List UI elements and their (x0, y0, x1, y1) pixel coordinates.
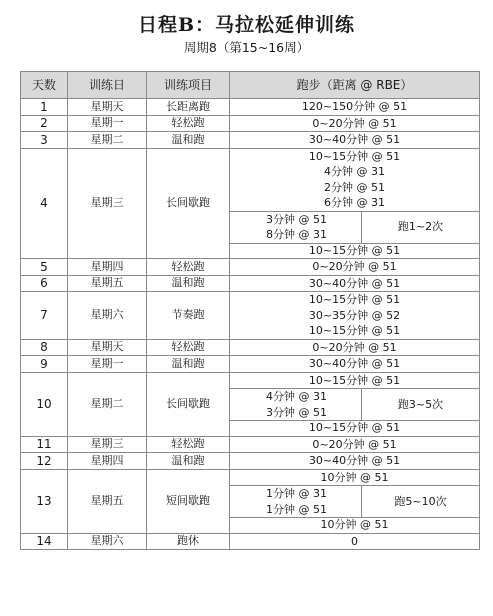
page-subtitle: 周期8（第15~16周） (183, 40, 310, 55)
table-row (21, 469, 480, 486)
header-day: 天数 (21, 72, 68, 99)
run-line: 120~150分钟 @ 51 (301, 100, 408, 113)
run-line: 4分钟 @ 31 (266, 390, 327, 403)
cell-run (230, 148, 480, 211)
run-line: 10~15分钟 @ 51 (308, 149, 401, 163)
table-row (21, 339, 480, 356)
run-line: 10~15分钟 @ 51 (308, 373, 401, 387)
cell-repeat-set (230, 389, 362, 421)
cell-weekday: 星期四 (68, 259, 147, 276)
cell-weekday: 星期五 (68, 275, 147, 292)
cell-type: 温和跑 (147, 275, 230, 292)
training-schedule-table (20, 71, 480, 550)
run-line: 0~20分钟 @ 51 (312, 116, 397, 130)
cell-day: 3 (21, 132, 68, 149)
run-line: 4分钟 @ 31 (324, 165, 385, 178)
cell-day: 6 (21, 275, 68, 292)
table-header-row (21, 72, 480, 99)
cell-type: 跑休 (147, 533, 230, 550)
cell-cooldown: 10~15分钟 @ 51 (230, 421, 480, 437)
cell-day: 5 (21, 259, 68, 276)
cell-cooldown: 10~15分钟 @ 51 (230, 243, 480, 259)
run-line: 3分钟 @ 51 (266, 405, 327, 419)
table-row (21, 99, 480, 116)
cell-day: 4 (21, 148, 68, 259)
run-line: 30~40分钟 @ 51 (308, 357, 401, 370)
run-line: 30~40分钟 @ 51 (308, 276, 401, 290)
cell-run (230, 372, 480, 389)
run-line: 10~15分钟 @ 51 (308, 324, 401, 337)
cell-weekday: 星期天 (68, 339, 147, 356)
table-row (21, 372, 480, 389)
header-type: 训练项目 (147, 72, 230, 99)
cell-day: 1 (21, 99, 68, 116)
run-line: 0~20分钟 @ 51 (312, 340, 397, 354)
table-row (21, 356, 480, 373)
cell-repeat-set (230, 211, 362, 243)
table-row (21, 453, 480, 470)
run-line: 6分钟 @ 31 (324, 196, 385, 209)
run-line: 1分钟 @ 51 (266, 502, 327, 516)
cell-type: 长距离跑 (147, 99, 230, 116)
cell-type: 轻松跑 (147, 436, 230, 453)
table-row (21, 148, 480, 211)
cell-day: 13 (21, 469, 68, 533)
cell-run (230, 469, 480, 486)
cell-type: 轻松跑 (147, 259, 230, 276)
cell-type: 温和跑 (147, 132, 230, 149)
table-body (21, 99, 480, 550)
cell-type: 长间歇跑 (147, 148, 230, 259)
cell-run (230, 259, 480, 276)
run-line: 30~40分钟 @ 51 (308, 454, 401, 467)
header-weekday: 训练日 (68, 72, 147, 99)
cell-repeat-count: 跑1~2次 (362, 211, 480, 243)
cell-weekday: 星期二 (68, 132, 147, 149)
cell-type: 温和跑 (147, 453, 230, 470)
cell-weekday: 星期三 (68, 436, 147, 453)
run-line: 10~15分钟 @ 51 (308, 293, 401, 306)
cell-run (230, 533, 480, 550)
cell-weekday: 星期一 (68, 115, 147, 132)
cell-run (230, 115, 480, 132)
cell-weekday: 星期二 (68, 372, 147, 436)
cell-day: 12 (21, 453, 68, 470)
cell-run (230, 275, 480, 292)
cell-day: 8 (21, 339, 68, 356)
cell-run (230, 436, 480, 453)
cell-run (230, 292, 480, 340)
cell-type: 轻松跑 (147, 339, 230, 356)
table-row (21, 292, 480, 340)
run-line: 30~35分钟 @ 52 (308, 308, 401, 322)
run-line: 0~20分钟 @ 51 (312, 260, 397, 273)
cell-repeat-count: 跑3~5次 (362, 389, 480, 421)
cell-day: 9 (21, 356, 68, 373)
table-row (21, 115, 480, 132)
cell-weekday: 星期五 (68, 469, 147, 533)
cell-weekday: 星期六 (68, 533, 147, 550)
cell-cooldown: 10分钟 @ 51 (230, 518, 480, 534)
cell-day: 10 (21, 372, 68, 436)
cell-type: 节奏跑 (147, 292, 230, 340)
header-run: 跑步（距离 @ RBE） (230, 72, 480, 99)
cell-run (230, 356, 480, 373)
cell-type: 短间歇跑 (147, 469, 230, 533)
run-line: 2分钟 @ 51 (324, 180, 385, 194)
run-line: 0~20分钟 @ 51 (312, 437, 397, 451)
table-row (21, 436, 480, 453)
run-line: 3分钟 @ 51 (266, 212, 327, 226)
cell-run (230, 453, 480, 470)
cell-weekday: 星期一 (68, 356, 147, 373)
table-row (21, 533, 480, 550)
table-row (21, 259, 480, 276)
cell-day: 7 (21, 292, 68, 340)
cell-run (230, 132, 480, 149)
cell-repeat-set (230, 486, 362, 518)
cell-type: 温和跑 (147, 356, 230, 373)
cell-type: 轻松跑 (147, 115, 230, 132)
run-line: 1分钟 @ 31 (266, 487, 327, 500)
run-line: 10分钟 @ 51 (320, 470, 389, 484)
cell-weekday: 星期六 (68, 292, 147, 340)
cell-repeat-count: 跑5~10次 (362, 486, 480, 518)
table-row (21, 132, 480, 149)
cell-run (230, 339, 480, 356)
cell-type: 长间歇跑 (147, 372, 230, 436)
cell-weekday: 星期天 (68, 99, 147, 116)
cell-weekday: 星期三 (68, 148, 147, 259)
cell-weekday: 星期四 (68, 453, 147, 470)
run-line: 0 (351, 534, 358, 548)
cell-day: 14 (21, 533, 68, 550)
cell-run (230, 99, 480, 116)
cell-day: 11 (21, 436, 68, 453)
page-title: 日程B：马拉松延伸训练 (137, 14, 356, 36)
run-line: 30~40分钟 @ 51 (308, 133, 401, 146)
table-row (21, 275, 480, 292)
cell-day: 2 (21, 115, 68, 132)
run-line: 8分钟 @ 31 (266, 228, 327, 241)
